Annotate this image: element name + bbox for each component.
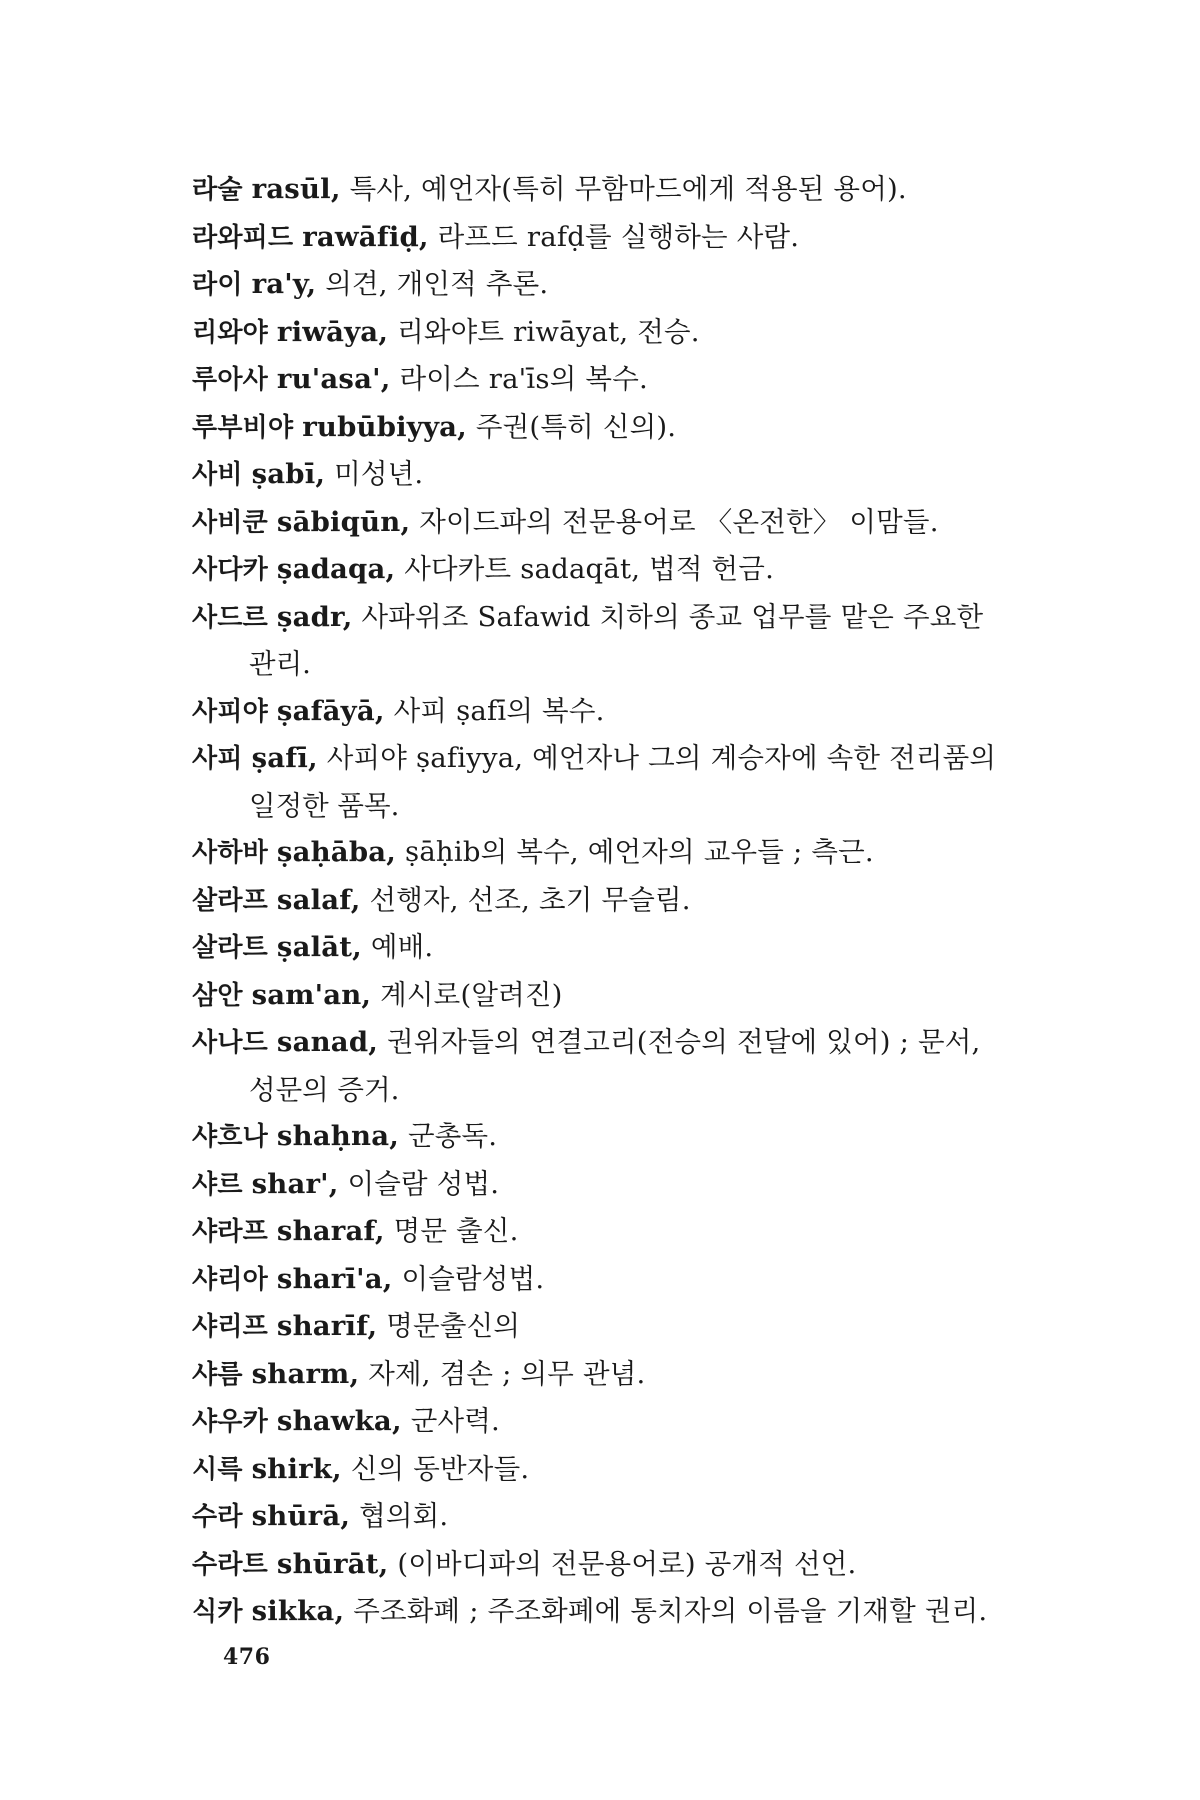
latin-headword: shaḥna, (276, 1120, 399, 1152)
definition: 명문 출신. (393, 1215, 519, 1247)
definition: 라프드 rafḍ를 실행하는 사람. (437, 220, 800, 253)
definition: 예배. (370, 931, 434, 963)
definition: 신의 동반자들. (350, 1452, 530, 1485)
glossary-entry (192, 877, 1072, 925)
glossary-entry (192, 1019, 1072, 1067)
glossary-entry (192, 1446, 1072, 1494)
latin-headword: rubūbiyya, (302, 410, 467, 443)
glossary-entry (192, 924, 1072, 972)
korean-headword: 샤라프 (192, 1217, 268, 1247)
glossary-entry (192, 1351, 1072, 1399)
latin-headword: riwāya, (276, 315, 389, 348)
korean-headword: 살라트 (192, 933, 268, 963)
korean-headword: 샤우카 (192, 1407, 268, 1437)
glossary-entry (192, 1541, 1072, 1589)
korean-headword: 사드르 (192, 602, 268, 633)
latin-headword: shūrā, (251, 1500, 351, 1532)
korean-headword: 식카 (192, 1597, 243, 1627)
glossary-entry (192, 1303, 1072, 1351)
korean-headword: 수라트 (192, 1549, 268, 1580)
korean-headword: 사비 (192, 460, 243, 490)
definition: 미성년. (334, 458, 424, 490)
glossary-entry (192, 546, 1072, 594)
latin-headword: ṣadr, (276, 600, 353, 633)
latin-headword: rawāfiḍ, (302, 220, 429, 253)
latin-headword: sharīf, (276, 1310, 378, 1342)
latin-headword: ṣadaqa, (276, 553, 396, 585)
definition-continuation: 성문의 증거. (249, 1073, 400, 1106)
korean-headword: 리와야 (192, 317, 268, 348)
definition: 사다카트 sadaqāt, 법적 헌금. (404, 553, 775, 585)
definition: 권위자들의 연결고리(전승의 전달에 있어) ; 문서, (386, 1026, 981, 1058)
korean-headword: 사피 (192, 744, 243, 774)
korean-headword: 삼안 (192, 980, 243, 1011)
latin-headword: shūrāt, (276, 1547, 389, 1580)
latin-headword: sharī'a, (276, 1262, 393, 1295)
korean-headword: 샤르 (192, 1169, 243, 1200)
definition: 자제, 겸손 ; 의무 관념. (368, 1357, 646, 1390)
glossary-entry (192, 404, 1072, 452)
latin-headword: sharm, (251, 1357, 360, 1390)
definition: 선행자, 선조, 초기 무슬림. (369, 883, 691, 916)
glossary-entry (192, 309, 1072, 357)
glossary-entry (192, 688, 1072, 736)
latin-headword: sikka, (251, 1595, 345, 1627)
glossary-entry (192, 1161, 1072, 1209)
korean-headword: 사하바 (192, 838, 268, 868)
latin-headword: ṣaḥāba, (276, 836, 397, 868)
korean-headword: 루부비야 (192, 412, 294, 443)
definition: 사파위조 Safawid 치하의 종교 업무를 맡은 주요한 (361, 600, 984, 633)
latin-headword: shirk, (251, 1452, 342, 1485)
latin-headword: ru'asa', (276, 363, 391, 395)
glossary-entry (192, 1208, 1072, 1256)
definition: (이바디파의 전문용어로) 공개적 선언. (397, 1547, 857, 1580)
glossary-list (192, 166, 1072, 1636)
definition: 주조화폐 ; 주조화폐에 통치자의 이름을 기재할 권리. (353, 1595, 988, 1627)
definition: 사피야 ṣafiyya, 예언자나 그의 계승자에 속한 전리품의 (326, 742, 997, 774)
glossary-entry (192, 214, 1072, 262)
latin-headword: ṣafāyā, (276, 694, 385, 727)
glossary-entry (192, 1113, 1072, 1161)
definition: 이슬람성법. (401, 1262, 545, 1295)
glossary-entry (192, 1588, 1072, 1636)
definition: 협의회. (359, 1500, 449, 1532)
korean-headword: 수라 (192, 1502, 243, 1532)
glossary-entry (192, 1493, 1072, 1541)
definition: 라이스 ra'īs의 복수. (399, 363, 648, 395)
korean-headword: 라이 (192, 270, 243, 300)
korean-headword: 라술 (192, 175, 243, 205)
latin-headword: ra'y, (251, 268, 317, 300)
definition: 군총독. (407, 1120, 498, 1152)
definition: 군사력. (410, 1405, 500, 1437)
definition-continuation: 일정한 품목. (249, 789, 400, 822)
definition: ṣāḥib의 복수, 예언자의 교우들 ; 측근. (405, 836, 874, 868)
korean-headword: 사다카 (192, 555, 268, 585)
latin-headword: sam'an, (251, 978, 372, 1011)
latin-headword: rasūl, (251, 173, 341, 205)
glossary-entry (192, 451, 1072, 499)
definition: 사피 ṣafī의 복수. (393, 694, 605, 727)
glossary-entry (192, 594, 1072, 642)
glossary-entry (192, 735, 1072, 783)
definition-continuation: 관리. (249, 648, 311, 680)
korean-headword: 사비쿤 (192, 507, 268, 538)
korean-headword: 살라프 (192, 885, 268, 916)
definition: 명문출신의 (386, 1310, 521, 1342)
latin-headword: shawka, (276, 1405, 402, 1437)
korean-headword: 사나드 (192, 1028, 268, 1058)
definition: 리와야트 riwāyat, 전승. (397, 315, 700, 348)
latin-headword: sharaf, (276, 1215, 385, 1247)
latin-headword: ṣafī, (251, 742, 318, 774)
definition: 주권(특히 신의). (475, 410, 677, 443)
definition: 의견, 개인적 추론. (325, 268, 549, 300)
glossary-entry (192, 356, 1072, 404)
definition: 특사, 예언자(특히 무함마드에게 적용된 용어). (349, 173, 907, 205)
page-number: 476 (223, 1644, 271, 1670)
latin-headword: ṣabī, (251, 458, 326, 490)
glossary-entry (192, 1398, 1072, 1446)
latin-headword: sābiqūn, (276, 505, 411, 538)
latin-headword: ṣalāt, (276, 931, 362, 963)
glossary-entry (192, 1256, 1072, 1304)
korean-headword: 샤리아 (192, 1264, 268, 1295)
glossary-entry (192, 261, 1072, 309)
korean-headword: 사피야 (192, 696, 268, 727)
korean-headword: 샤흐나 (192, 1122, 268, 1152)
korean-headword: 샤름 (192, 1359, 243, 1390)
definition: 이슬람 성법. (347, 1167, 500, 1200)
latin-headword: salaf, (276, 883, 361, 916)
korean-headword: 라와피드 (192, 222, 294, 253)
definition: 계시로(알려진) (380, 978, 563, 1011)
korean-headword: 루아사 (192, 365, 268, 395)
latin-headword: shar', (251, 1167, 339, 1200)
korean-headword: 샤리프 (192, 1312, 268, 1342)
korean-headword: 시륵 (192, 1454, 243, 1485)
glossary-entry (192, 829, 1072, 877)
glossary-entry (192, 499, 1072, 547)
latin-headword: sanad, (276, 1026, 379, 1058)
definition: 자이드파의 전문용어로 〈온전한〉 이맘들. (419, 505, 939, 538)
glossary-entry (192, 972, 1072, 1020)
glossary-entry (192, 166, 1072, 214)
